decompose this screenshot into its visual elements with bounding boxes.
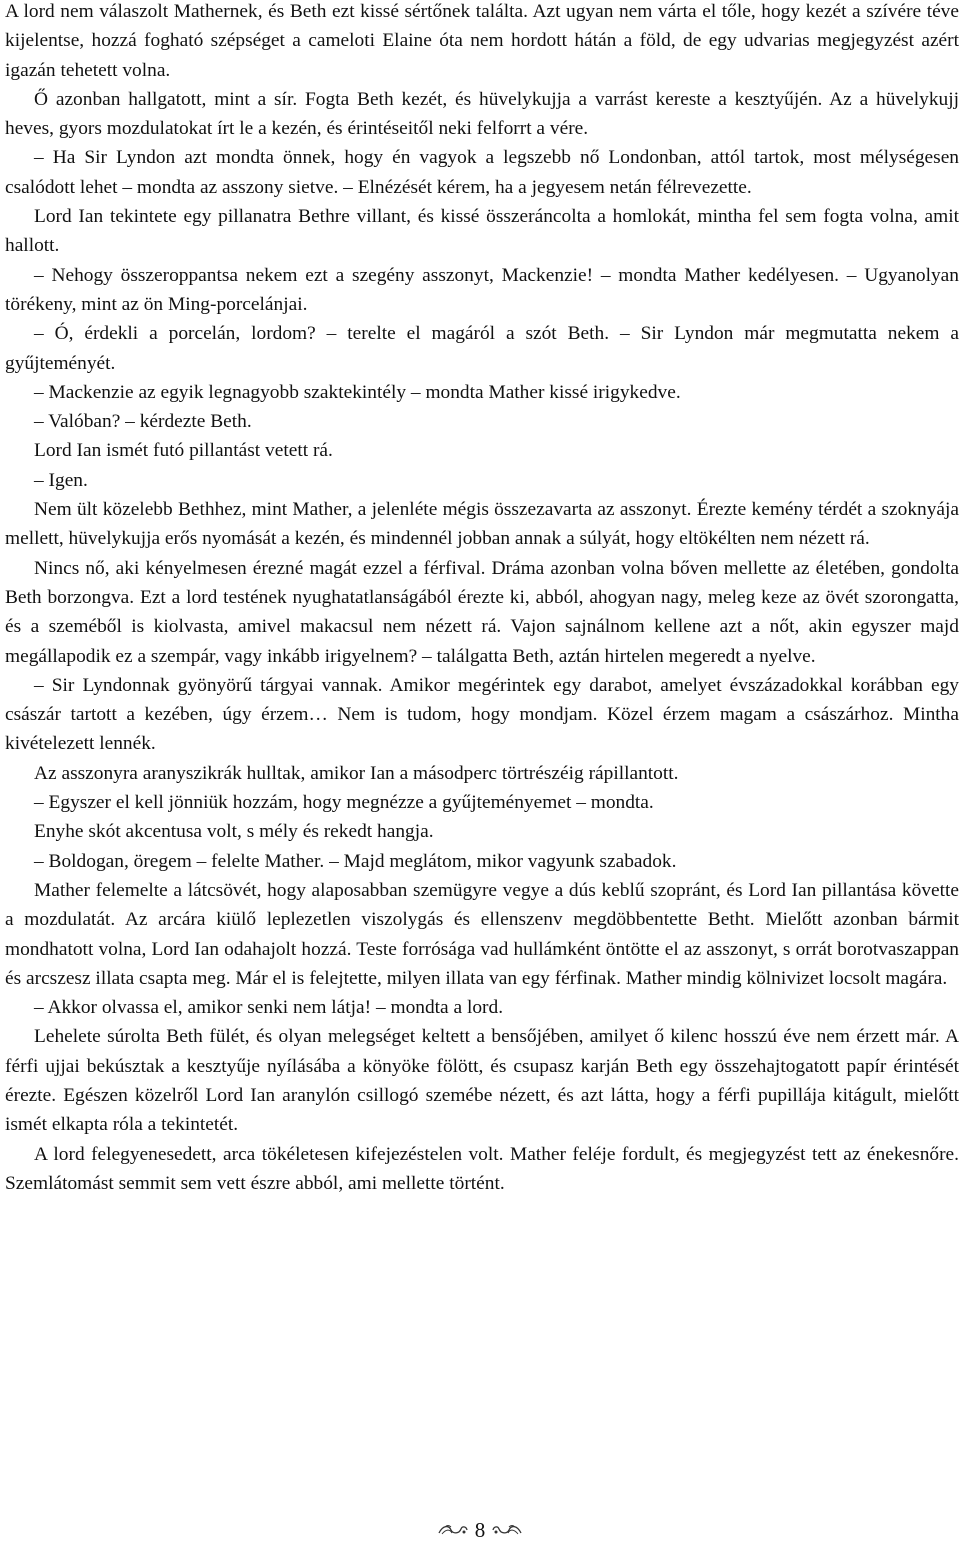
paragraph: Ő azonban hallgatott, mint a sír. Fogta Beth kezét, és hüvelykujja a varrást kereste a kesztyűjén. Az a hüvelykujj heves, gyors mozdulatokat írt le a kezén, és érintéseitől neki felforrt a vére. <box>5 88 959 140</box>
paragraph: – Mackenzie az egyik legnagyobb szaktekintély – mondta Mather kissé irigykedve. <box>34 381 681 403</box>
paragraph: A lord nem válaszolt Mathernek, és Beth ezt kissé sértőnek találta. Azt ugyan nem várta el tőle, hogy kezét a szívére téve kijelentse, hozzá fogható szépséget a cameloti Elaine óta nem hordott hátán a föld, de egy udvarias megjegyzést azért igazán tehetett volna. <box>5 1 959 81</box>
paragraph: Lord Ian tekintete egy pillanatra Bethre villant, és kissé összeráncolta a homlokát, mintha fel sem fogta volna, amit hallott. <box>5 206 959 257</box>
paragraph: – Akkor olvassa el, amikor senki nem látja! – mondta a lord. <box>34 997 504 1019</box>
paragraph: – Egyszer el kell jönniük hozzám, hogy megnézze a gyűjteményemet – mondta. <box>34 792 654 814</box>
paragraph: – Valóban? – kérdezte Beth. <box>34 411 252 433</box>
paragraph: – Ha Sir Lyndon azt mondta önnek, hogy én vagyok a legszebb nő Londonban, attól tartok, most mélységesen csalódott lehet – mondta az asszony sietve. – Elnézését kérem, ha a jegyesem netán félrevezette. <box>5 147 959 198</box>
page-number: 8 <box>474 1518 486 1542</box>
page-footer <box>0 1517 960 1543</box>
paragraph: – Sir Lyndonnak gyönyörű tárgyai vannak. Amikor megérintek egy darabot, amelyet évszázadokkal korábban egy császár tartott a kezében, úgy érzem… Nem is tudom, hogy mondjam. Közel érzem magam a császárhoz. Mintha kivételezett lennék. <box>5 674 959 755</box>
paragraph: Lord Ian ismét futó pillantást vetett rá. <box>34 440 333 462</box>
paragraph: Az asszonyra aranyszikrák hulltak, amikor Ian a másodperc törtrészéig rápillantott. <box>34 762 679 784</box>
paragraph: Lehelete súrolta Beth fülét, és olyan melegséget keltett a bensőjében, amilyet ő kilenc hosszú éve nem érzett már. A férfi ujjai bekúsztak a kesztyűje nyílásába a könyöke fölött, és csupasz karján Beth egy összehajtogatott papír érintését érezte. Egészen közelről Lord Ian aranylón csillogó szemébe nézett, és azt látta, hogy a férfi pupillája kitágult, mielőtt ismét elkapta róla a tekintetét. <box>5 1026 959 1136</box>
paragraph: – Igen. <box>34 469 88 491</box>
paragraph: – Ó, érdekli a porcelán, lordom? – terelte el magáról a szót Beth. – Sir Lyndon már megmutatta nekem a gyűjteményét. <box>5 323 959 374</box>
left-flourish-icon <box>437 1523 469 1537</box>
paragraph: Nincs nő, aki kényelmesen érezné magát ezzel a férfival. Dráma azonban volna bőven mellette az életében, gondolta Beth borzongva. Ezt a lord testének nyughatatlanságából érezte ki, abból, ahogyan nagy, meleg keze az övét szorongatta, és a szeméből is kiolvasta, amivel makacsul nem nézett rá. Vajon sajnálnom kellene azt a nőt, akin egyszer majd megállapodik ez a szempár, vagy inkább irigyelnem? – találgatta Beth, aztán hirtelen megeredt a nyelve. <box>5 557 959 667</box>
paragraph: Enyhe skót akcentusa volt, s mély és rekedt hangja. <box>34 821 434 843</box>
right-flourish-icon <box>491 1523 523 1537</box>
paragraph: Nem ült közelebb Bethhez, mint Mather, a jelenléte mégis összezavarta az asszonyt. Érezte kemény térdét a szoknyája mellett, hüvelykujja erős nyomását a kezén, és mindennél jobban annak a súlyát, hogy eltökélten nem nézett rá. <box>5 499 959 550</box>
paragraph: – Nehogy összeroppantsa nekem ezt a szegény asszonyt, Mackenzie! – mondta Mather kedélyesen. – Ugyanolyan törékeny, mint az ön Ming-porcelánjai. <box>5 264 959 315</box>
paragraph: – Boldogan, öregem – felelte Mather. – Majd meglátom, mikor vagyunk szabadok. <box>34 850 677 872</box>
document-body <box>5 0 959 1198</box>
paragraph: Mather felemelte a látcsövét, hogy alaposabban szemügyre vegye a dús keblű szopránt, és Lord Ian pillantása követte a mozdulatát. Az arcára kiülő leplezetlen viszolygás és ellenszenv megdöbbentette Betht. Mielőtt azonban bármit mondhatott volna, Lord Ian odahajolt hozzá. Teste forrósága vad hullámként öntötte el az asszonyt, s orrát borotvaszappan és arcszesz illata csapta meg. Már el is felejtette, milyen illata van egy férfinak. Mather mindig kölnivizet locsolt magára. <box>5 879 959 989</box>
paragraph: A lord felegyenesedett, arca tökéletesen kifejezéstelen volt. Mather feléje fordult, és megjegyzést tett az énekesnőre. Szemlátomást semmit sem vett észre abból, ami mellette történt. <box>5 1143 959 1194</box>
